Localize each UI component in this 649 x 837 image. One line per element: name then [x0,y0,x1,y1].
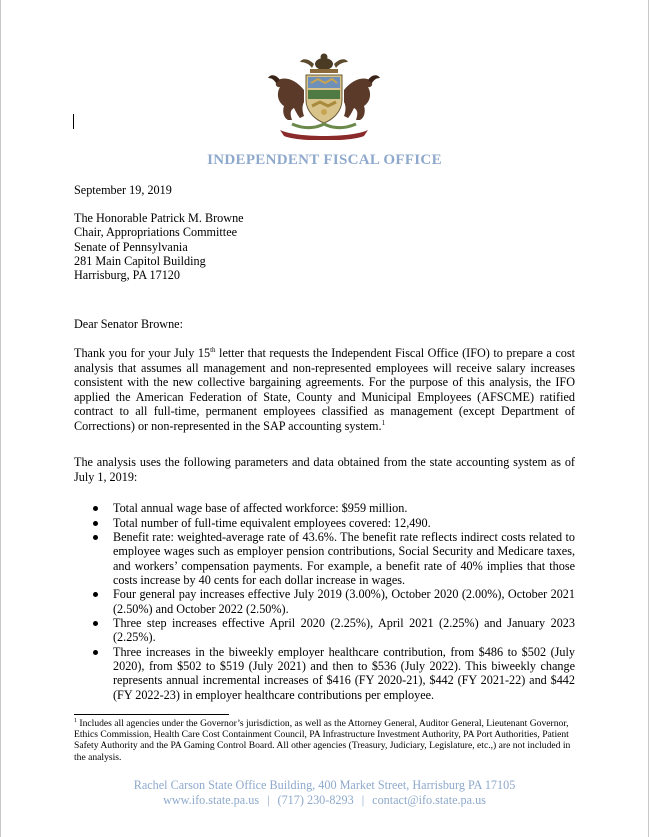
recipient-line: The Honorable Patrick M. Browne [74,211,244,225]
footer-website-link[interactable]: www.ifo.state.pa.us [163,793,260,807]
footer-email-link[interactable]: contact@ifo.state.pa.us [372,793,486,807]
ordinal-superscript: th [210,345,216,354]
recipient-line: Chair, Appropriations Committee [74,225,238,240]
footnote-divider [74,714,229,715]
list-item: Three increases in the biweekly employer healthcare contribution, from $486 to $502 (July 2020), from $502 to $519 (July 2021) and then to $536 (July 2022). This biweekly change represents annual incremental increases of $416 (FY 2020-21), $442 (FY 2021-22) and $442 (FY 2022-23) in employer healthcare contributions per employee. [74,645,575,702]
letter-date: September 19, 2019 [74,183,172,197]
footer-address: Rachel Carson State Office Building, 400 Market Street, Harrisburg PA 17105 [133,778,516,792]
recipient-line: 281 Main Capitol Building [74,253,206,268]
page-border-left [0,0,1,837]
recipient-line: Senate of Pennsylvania [74,239,188,254]
paragraph-text: Thank you for your July 15 [74,346,211,360]
body-paragraph-1 [74,346,575,434]
footer-phone: (717) 230-8293 [277,793,354,807]
recipient-address [74,211,574,282]
footer-contact [0,793,649,808]
footnote-text: Includes all agencies under the Governor’s jurisdiction, as well as the Attorney General, Auditor General, Lieutenant Governor, Ethics Commission, Health Care Cost Containment Council, PA Infrastructure Investment Authority, PA Port Authorities, Patient Safety Authority and the PA Gaming Control Board. All other agencies (Treasury, Judiciary, Legislature, etc.,) are not included in the analysis. [74,718,571,763]
parameter-list [74,501,575,702]
footnote-reference[interactable]: 1 [381,418,386,427]
list-item: Total annual wage base of affected workforce: $959 million. [74,501,575,515]
pennsylvania-coat-of-arms-icon [256,50,392,140]
list-item: Three step increases effective April 2020 (2.25%), April 2021 (2.25%) and January 2023 (2.25%). [74,616,575,644]
list-item: Total number of full-time equivalent employees covered: 12,490. [74,516,575,530]
office-name: INDEPENDENT FISCAL OFFICE [207,152,442,168]
text-cursor [73,114,74,129]
recipient-line: Harrisburg, PA 17120 [74,268,180,283]
footnote [74,718,575,763]
footer-separator: | [361,793,365,807]
salutation: Dear Senator Browne: [74,317,183,331]
list-item: Benefit rate: weighted-average rate of 43.6%. The benefit rate reflects indirect costs related to employee wages such as employer pension contributions, Social Security and Medicare taxes, and workers’ compensation payments. For example, a benefit rate of 40% implies that those costs increase by 40 cents for each dollar increase in wages. [74,530,575,587]
list-item: Four general pay increases effective July 2019 (3.00%), October 2020 (2.00%), October 2021 (2.50%) and October 2022 (2.50%). [74,587,575,615]
footnote-marker: 1 [74,717,77,724]
body-paragraph-2: The analysis uses the following parameters and data obtained from the state accounting system as of July 1, 2019: [74,455,575,484]
paragraph-text: letter that requests the Independent Fiscal Office (IFO) to prepare a cost analysis that assumes all management and non-represented employees will receive salary increases consistent with the new collective bargaining agreements. For the purpose of this analysis, the IFO applied the American Federation of State, County and Municipal Employees (AFSCME) ratified contract to all full-time, permanent employees classified as management (except Department of Corrections) or non-represented in the SAP accounting system. [74,346,575,433]
footer-separator: | [267,793,270,807]
